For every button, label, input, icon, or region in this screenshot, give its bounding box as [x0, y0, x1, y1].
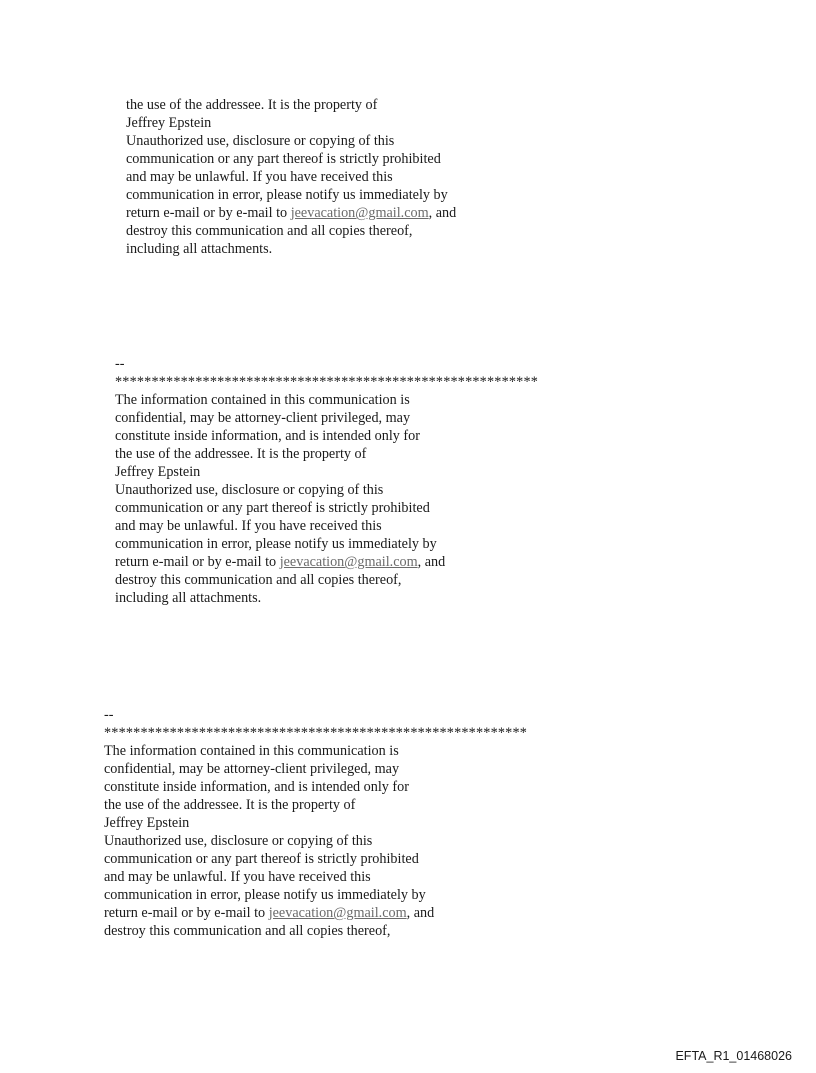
disclaimer-line: Jeffrey Epstein [115, 464, 201, 480]
disclaimer-line: and may be unlawful. If you have received this [104, 869, 371, 885]
disclaimer-line: communication or any part thereof is strictly prohibited [126, 151, 441, 167]
disclaimer-line: communication or any part thereof is strictly prohibited [115, 500, 430, 516]
email-link[interactable]: jeevacation@gmail.com [290, 205, 429, 221]
disclaimer-line: Jeffrey Epstein [126, 115, 212, 131]
disclaimer-line: Unauthorized use, disclosure or copying of this [126, 133, 395, 149]
disclaimer-line: communication in error, please notify us immediately by [126, 187, 448, 203]
disclaimer-block-3 [104, 706, 527, 940]
disclaimer-line [126, 204, 456, 222]
disclaimer-line: Unauthorized use, disclosure or copying of this [115, 482, 384, 498]
disclaimer-line: and may be unlawful. If you have received this [115, 518, 382, 534]
disclaimer-line: constitute inside information, and is intended only for [115, 428, 420, 444]
line-text: return e-mail or by e-mail to [126, 205, 291, 221]
disclaimer-line: the use of the addressee. It is the property of [115, 446, 367, 462]
disclaimer-line: Jeffrey Epstein [104, 815, 190, 831]
email-link[interactable]: jeevacation@gmail.com [279, 554, 418, 570]
disclaimer-line: The information contained in this communication is [115, 392, 410, 408]
disclaimer-block-2 [115, 355, 538, 607]
disclaimer-line [104, 904, 527, 922]
disclaimer-line: constitute inside information, and is intended only for [104, 779, 409, 795]
disclaimer-block-1 [126, 96, 456, 258]
disclaimer-line: communication in error, please notify us immediately by [104, 887, 426, 903]
disclaimer-line: destroy this communication and all copies thereof, [104, 923, 391, 939]
disclaimer-line: destroy this communication and all copies thereof, [126, 223, 413, 239]
disclaimer-line: communication or any part thereof is strictly prohibited [104, 851, 419, 867]
asterisk-divider: ********************************************************** [115, 374, 539, 390]
disclaimer-line [115, 553, 538, 571]
line-text: return e-mail or by e-mail to [104, 905, 269, 921]
disclaimer-line: The information contained in this communication is [104, 743, 399, 759]
disclaimer-line: and may be unlawful. If you have received this [126, 169, 393, 185]
disclaimer-line: communication in error, please notify us immediately by [115, 536, 437, 552]
disclaimer-line: confidential, may be attorney-client privileged, may [104, 761, 400, 777]
disclaimer-line: the use of the addressee. It is the property of [126, 97, 378, 113]
asterisk-divider: ********************************************************** [104, 725, 528, 741]
line-text: , and [417, 554, 446, 570]
signature-separator: -- [104, 707, 114, 723]
line-text: , and [428, 205, 457, 221]
disclaimer-line: including all attachments. [115, 590, 262, 606]
line-text: return e-mail or by e-mail to [115, 554, 280, 570]
signature-separator: -- [115, 356, 125, 372]
document-id: EFTA_R1_01468026 [675, 1049, 792, 1063]
disclaimer-line: including all attachments. [126, 241, 273, 257]
disclaimer-line: confidential, may be attorney-client privileged, may [115, 410, 411, 426]
email-link[interactable]: jeevacation@gmail.com [268, 905, 407, 921]
disclaimer-line: destroy this communication and all copies thereof, [115, 572, 402, 588]
disclaimer-line: the use of the addressee. It is the property of [104, 797, 356, 813]
line-text: , and [406, 905, 435, 921]
disclaimer-line: Unauthorized use, disclosure or copying of this [104, 833, 373, 849]
